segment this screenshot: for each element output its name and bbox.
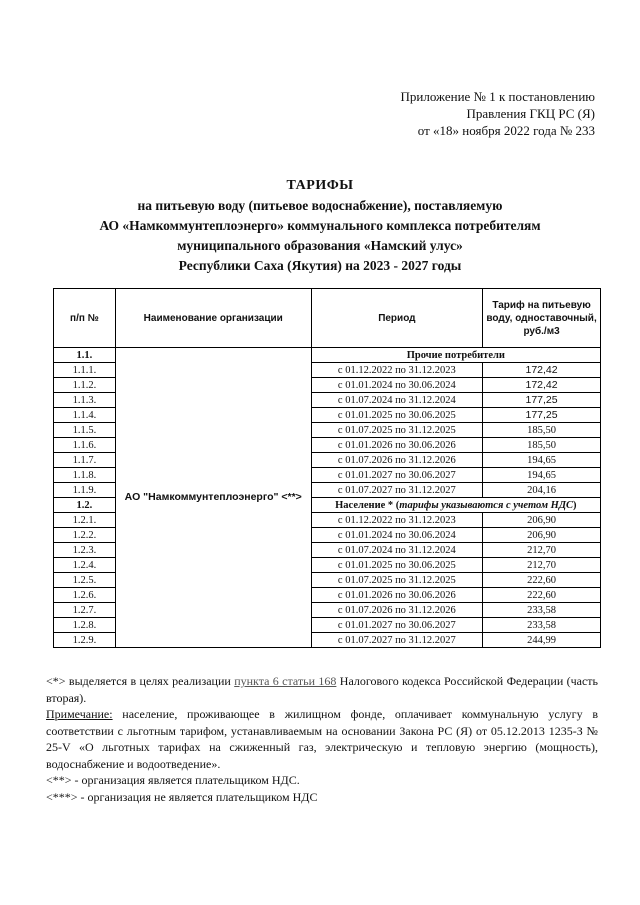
row-num: 1.1.5. [54,423,116,438]
table-header-row [54,289,601,348]
header-num: п/п № [54,289,116,348]
footnote-1-start: <*> выделяется в целях реализации [46,674,235,688]
row-num: 1.2.4. [54,558,116,573]
footnote-1-link[interactable]: пункта 6 статьи 168 [234,674,337,688]
row-num: 1.2.1. [54,513,116,528]
row-tariff: 172,42 [483,363,601,378]
row-tariff: 185,50 [483,438,601,453]
row-num: 1.2.7. [54,603,116,618]
org-name-cell: АО "Намкоммунтеплоэнерго" <**> [115,348,311,648]
row-tariff: 244,99 [483,633,601,648]
group-2-title-plain: Население * ( [335,499,400,511]
row-tariff: 222,60 [483,588,601,603]
header-tariff: Тариф на питьевую воду, одноставочный, руб./м3 [483,289,601,348]
title-line-3: АО «Намкоммунтеплоэнерго» коммунального комплекса потребителям [99,218,541,233]
row-num: 1.1.7. [54,453,116,468]
row-tariff: 204,16 [483,483,601,498]
group-1-title: Прочие потребители [311,348,600,363]
row-tariff: 233,58 [483,603,601,618]
row-num: 1.1.3. [54,393,116,408]
appendix-line-2: Правления ГКЦ РС (Я) [466,106,595,121]
footnote-1 [46,673,598,706]
footnote-1-end: Налогового кодекса Российской Федерации (часть вторая). [46,674,599,705]
row-period: с 01.01.2025 по 30.06.2025 [311,558,482,573]
group-row-1 [54,348,601,363]
title-line-5: Республики Саха (Якутия) на 2023 - 2027 годы [178,258,462,273]
row-tariff: 194,65 [483,453,601,468]
document-title [40,176,600,276]
appendix-line-1: Приложение № 1 к постановлению [400,89,595,104]
row-num: 1.1.1. [54,363,116,378]
group-1-num: 1.1. [54,348,116,363]
row-num: 1.1.9. [54,483,116,498]
row-tariff: 212,70 [483,543,601,558]
row-tariff: 212,70 [483,558,601,573]
row-period: с 01.07.2026 по 31.12.2026 [311,603,482,618]
group-2-title-end: ) [573,499,577,511]
row-tariff: 233,58 [483,618,601,633]
title-line-1: ТАРИФЫ [286,178,354,193]
row-period: с 01.07.2027 по 31.12.2027 [311,483,482,498]
row-num: 1.2.8. [54,618,116,633]
group-2-title [311,498,600,513]
row-period: с 01.01.2025 по 30.06.2025 [311,408,482,423]
row-tariff: 222,60 [483,573,601,588]
row-tariff: 172,42 [483,378,601,393]
row-period: с 01.12.2022 по 31.12.2023 [311,513,482,528]
header-period: Период [311,289,482,348]
table-body [54,348,601,648]
row-period: с 01.07.2025 по 31.12.2025 [311,573,482,588]
group-2-num: 1.2. [54,498,116,513]
row-tariff: 185,50 [483,423,601,438]
row-period: с 01.01.2024 по 30.06.2024 [311,528,482,543]
row-num: 1.1.8. [54,468,116,483]
row-tariff: 194,65 [483,468,601,483]
row-period: с 01.07.2024 по 31.12.2024 [311,393,482,408]
tariff-table [53,288,601,648]
title-line-4: муниципального образования «Намский улус» [177,238,463,253]
footnotes [46,673,598,805]
row-tariff: 177,25 [483,408,601,423]
row-num: 1.1.6. [54,438,116,453]
title-line-2: на питьевую воду (питьевое водоснабжение), поставляемую [137,198,503,213]
footnote-2-label: Примечание: [46,707,113,721]
row-tariff: 206,90 [483,528,601,543]
row-tariff: 206,90 [483,513,601,528]
row-num: 1.2.6. [54,588,116,603]
row-period: с 01.01.2027 по 30.06.2027 [311,468,482,483]
row-period: с 01.01.2024 по 30.06.2024 [311,378,482,393]
row-num: 1.1.4. [54,408,116,423]
row-period: с 01.07.2025 по 31.12.2025 [311,423,482,438]
row-period: с 01.01.2026 по 30.06.2026 [311,588,482,603]
footnote-2 [46,706,598,772]
row-tariff: 177,25 [483,393,601,408]
footnote-2-text: население, проживающее в жилищном фонде, оплачивает коммунальную услугу в соответствии с льготным тарифом, устанавливаемым на основании Закона РС (Я) от 05.12.2013 1235-З № 25-V «О льготных тарифах на сжиженный газ, электрическую и тепловую энергию (мощность), водоснабжение и водоотведение». [46,707,598,771]
row-period: с 01.07.2026 по 31.12.2026 [311,453,482,468]
row-period: с 01.07.2024 по 31.12.2024 [311,543,482,558]
row-num: 1.2.9. [54,633,116,648]
group-2-title-italic: тарифы указываются с учетом НДС [399,499,573,511]
footnote-3: <**> - организация является плательщиком НДС. [46,773,300,787]
row-num: 1.2.3. [54,543,116,558]
row-period: с 01.01.2027 по 30.06.2027 [311,618,482,633]
footnote-4: <***> - организация не является плательщиком НДС [46,789,318,804]
row-num: 1.2.5. [54,573,116,588]
row-num: 1.1.2. [54,378,116,393]
header-org: Наименование организации [115,289,311,348]
row-num: 1.2.2. [54,528,116,543]
appendix-line-3: от «18» ноября 2022 года № 233 [417,123,595,138]
appendix-header [401,88,595,139]
row-period: с 01.01.2026 по 30.06.2026 [311,438,482,453]
row-period: с 01.07.2027 по 31.12.2027 [311,633,482,648]
row-period: с 01.12.2022 по 31.12.2023 [311,363,482,378]
